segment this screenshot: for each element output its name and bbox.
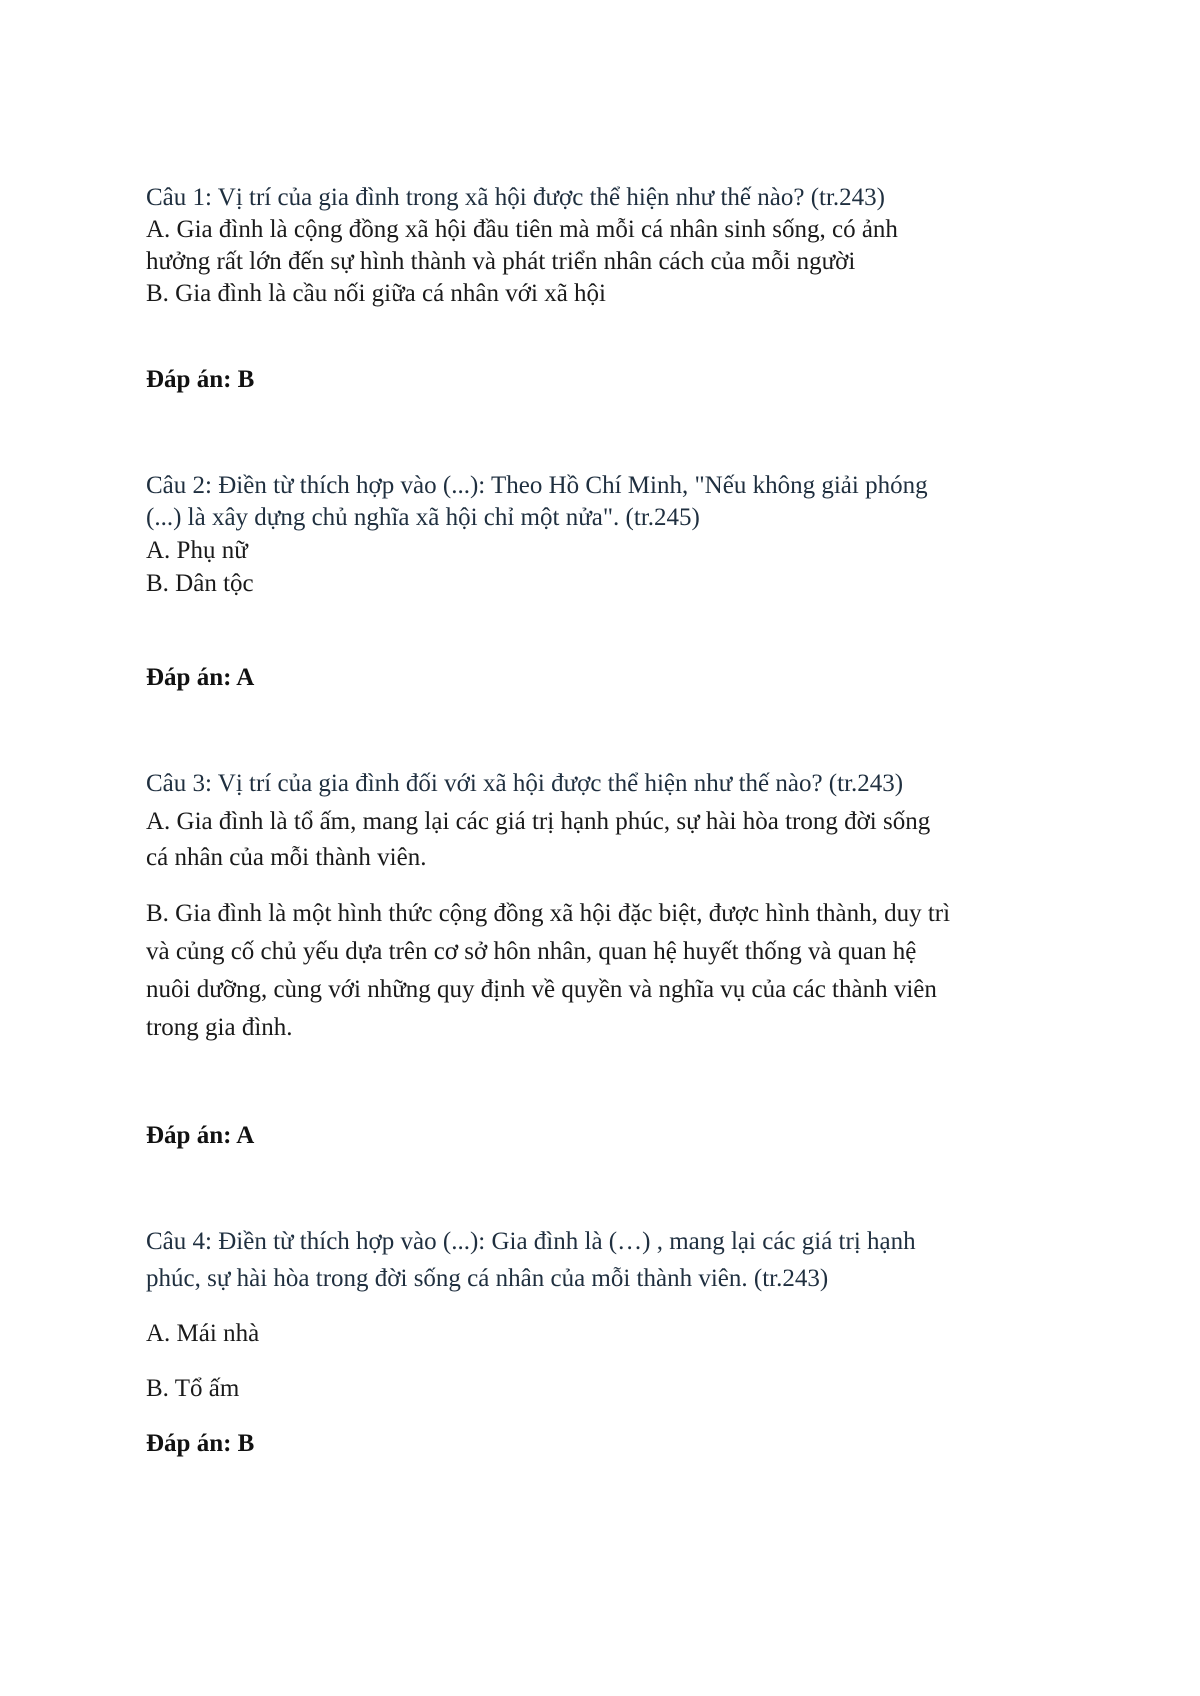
question-1-title: Câu 1: Vị trí của gia đình trong xã hội được thể hiện như thế nào? (tr.243) bbox=[146, 184, 886, 211]
question-3-answer: Đáp án: A bbox=[146, 1122, 255, 1149]
question-4-answer: Đáp án: B bbox=[146, 1430, 255, 1457]
question-4-option-b: B. Tổ ấm bbox=[146, 1375, 240, 1402]
question-3-option-a-line-2: cá nhân của mỗi thành viên. bbox=[146, 844, 427, 871]
question-1-option-a-line-2: hưởng rất lớn đến sự hình thành và phát triển nhân cách của mỗi người bbox=[146, 248, 856, 275]
question-1-option-a-line-1: A. Gia đình là cộng đồng xã hội đầu tiên mà mỗi cá nhân sinh sống, có ảnh bbox=[146, 216, 898, 243]
question-4-title-line-2: phúc, sự hài hòa trong đời sống cá nhân của mỗi thành viên. (tr.243) bbox=[146, 1265, 829, 1292]
question-3-option-b-line-1: B. Gia đình là một hình thức cộng đồng xã hội đặc biệt, được hình thành, duy trì bbox=[146, 900, 951, 927]
question-2-option-a: A. Phụ nữ bbox=[146, 537, 248, 564]
question-2-title-line-2: (...) là xây dựng chủ nghĩa xã hội chỉ một nửa". (tr.245) bbox=[146, 504, 700, 531]
question-4-option-a: A. Mái nhà bbox=[146, 1320, 260, 1347]
question-2-option-b: B. Dân tộc bbox=[146, 570, 254, 597]
question-3-option-b-line-3: nuôi dưỡng, cùng với những quy định về quyền và nghĩa vụ của các thành viên bbox=[146, 976, 937, 1003]
question-3-option-a-line-1: A. Gia đình là tổ ấm, mang lại các giá trị hạnh phúc, sự hài hòa trong đời sống bbox=[146, 808, 931, 835]
question-3-title: Câu 3: Vị trí của gia đình đối với xã hội được thể hiện như thế nào? (tr.243) bbox=[146, 770, 904, 797]
question-1-option-b: B. Gia đình là cầu nối giữa cá nhân với xã hội bbox=[146, 280, 606, 307]
question-2-answer: Đáp án: A bbox=[146, 664, 255, 691]
question-4-title-line-1: Câu 4: Điền từ thích hợp vào (...): Gia đình là (…) , mang lại các giá trị hạnh bbox=[146, 1228, 916, 1255]
question-3-option-b-line-2: và củng cố chủ yếu dựa trên cơ sở hôn nhân, quan hệ huyết thống và quan hệ bbox=[146, 938, 917, 965]
question-3-option-b-line-4: trong gia đình. bbox=[146, 1014, 293, 1041]
question-2-title-line-1: Câu 2: Điền từ thích hợp vào (...): Theo Hồ Chí Minh, "Nếu không giải phóng bbox=[146, 472, 928, 499]
question-1-answer: Đáp án: B bbox=[146, 366, 255, 393]
